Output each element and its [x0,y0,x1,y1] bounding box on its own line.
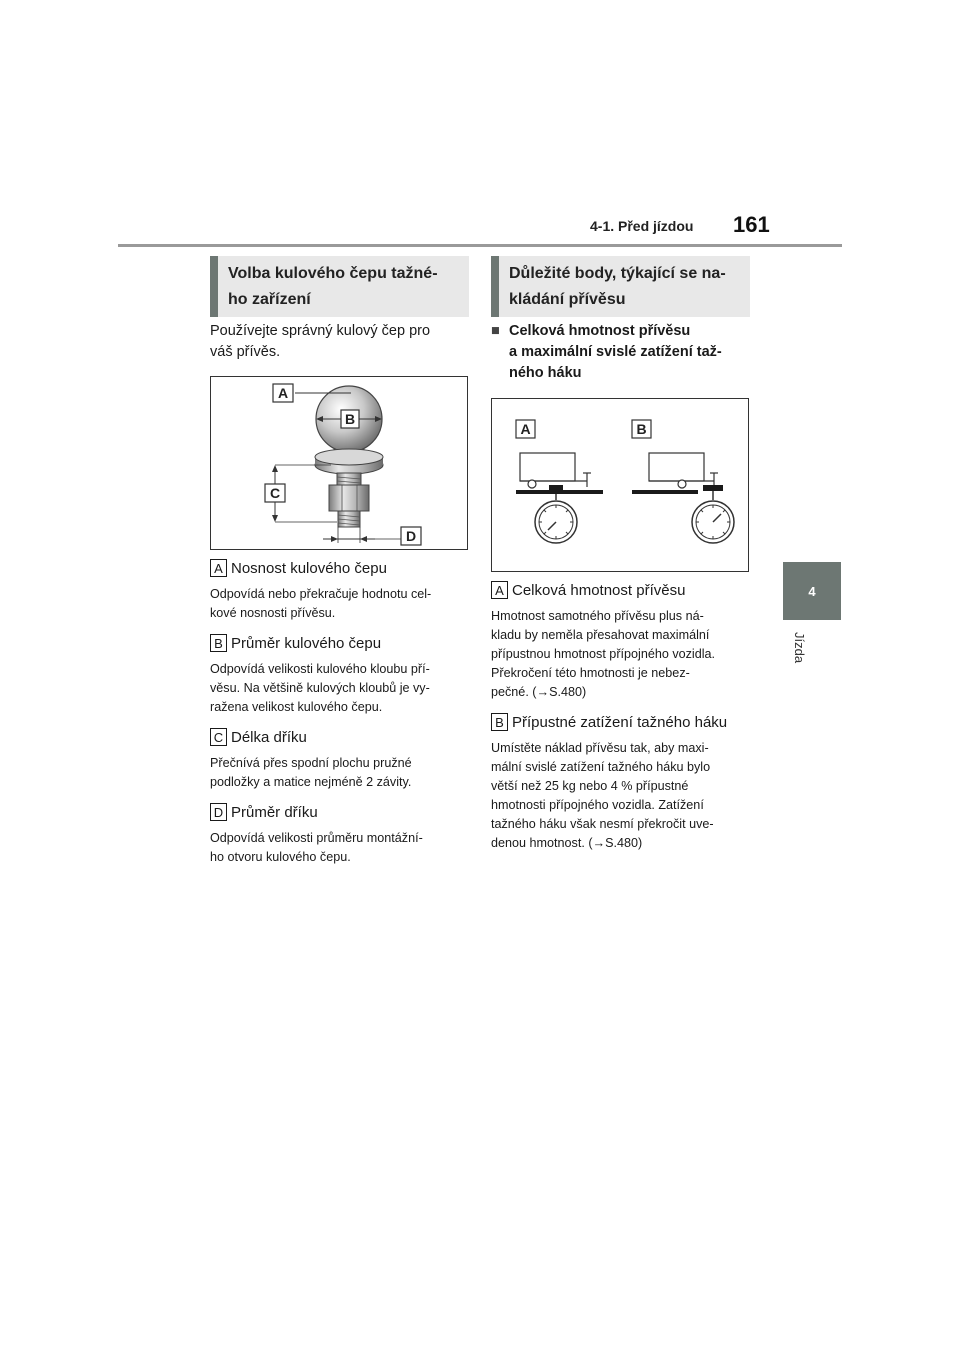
list-item [210,633,472,717]
item-desc-line: Odpovídá nebo překračuje hodnotu cel- [210,587,432,601]
list-item [210,802,472,867]
item-desc-line: Umístěte náklad přívěsu tak, aby maxi- [491,741,709,755]
letter-badge: C [210,728,227,746]
figure-label-c: C [269,485,281,501]
left-section-heading [210,256,469,317]
item-desc-line: věsu. Na většině kulových kloubů je vy- [210,681,430,695]
trailer-weight-figure [491,398,749,572]
left-heading-line-2: ho zařízení [228,291,311,308]
ground-b [632,490,698,494]
figure-label-a: A [277,385,289,401]
right-heading-line-1: Důležité body, týkající se na- [509,265,726,282]
figure-label-b: B [344,411,356,427]
subhead-line-2: a maximální svislé zatížení taž- [509,344,722,360]
header-rule [118,244,842,247]
ball-mount-figure [210,376,468,550]
item-desc-line: hmotnosti přípojného vozidla. Zatížení [491,798,704,812]
item-title: Průměr kulového čepu [231,634,382,652]
left-item-list [210,558,472,867]
right-subheading [491,321,753,384]
scale-a-gauge-icon [535,501,577,543]
letter-badge: B [210,634,227,652]
list-item [210,727,472,792]
item-desc-line: Hmotnost samotného přívěsu plus ná- [491,609,704,623]
item-desc-line: pečné. (→S.480) [491,685,587,699]
chapter-number: 4 [808,583,816,599]
left-intro [210,321,470,363]
item-desc-line: Odpovídá velikosti kulového kloubu pří- [210,662,430,676]
page-number: 161 [733,212,770,237]
item-desc-line: Překročení této hmotnosti je nebez- [491,666,690,680]
figure-label-d: D [405,528,417,544]
subhead-line-1: Celková hmotnost přívěsu [509,323,691,339]
item-desc-line: kové nosnosti přívěsu. [210,606,336,620]
ball-mount-illustration [211,377,467,549]
item-title: Nosnost kulového čepu [231,559,387,577]
trailer-a-icon [520,453,591,488]
item-desc-line: tažného háku však nesmí překročit uve- [491,817,714,831]
section-title: 4-1. Před jízdou [590,218,694,234]
intro-line-2: váš přívěs. [210,344,281,360]
right-section-heading [491,256,750,317]
item-title: Celková hmotnost přívěsu [512,581,686,599]
figure-label-b: B [636,421,647,437]
item-desc-line: přípustnou hmotnost přípojného vozidla. [491,647,716,661]
item-title: Průměr dříku [231,803,318,821]
item-desc-line: Odpovídá velikosti průměru montážní- [210,831,423,845]
scale-a-pad [549,485,563,494]
item-desc-line: větší než 25 kg nebo 4 % přípustné [491,779,689,793]
figure-label-a: A [520,421,531,437]
list-item [491,580,753,702]
scale-b-gauge-icon [692,501,734,543]
right-item-list [491,580,753,853]
square-bullet-icon: ■ [491,323,500,339]
item-desc-line: mální svislé zatížení tažného háku bylo [491,760,711,774]
scale-b-pad [703,485,723,491]
subhead-line-3: ného háku [509,365,582,381]
chapter-tab[interactable] [783,562,841,620]
item-desc-line: ražena velikost kulového čepu. [210,700,383,714]
trailer-b-icon [649,453,718,488]
trailer-weight-illustration [492,399,748,571]
list-item [491,712,753,853]
item-title: Přípustné zatížení tažného háku [512,713,728,731]
letter-badge: A [491,581,508,599]
letter-badge: D [210,803,227,821]
chapter-label: Jízda [792,632,807,664]
item-desc-line: ho otvoru kulového čepu. [210,850,351,864]
item-desc-line: Přečnívá přes spodní plochu pružné [210,756,412,770]
intro-line-1: Používejte správný kulový čep pro [210,323,431,339]
list-item [210,558,472,623]
item-desc-line: kladu by neměla přesahovat maximální [491,628,710,642]
letter-badge: B [491,713,508,731]
item-desc-line: podložky a matice nejméně 2 závity. [210,775,412,789]
letter-badge: A [210,559,227,577]
item-desc-line: denou hmotnost. (→S.480) [491,836,643,850]
item-title: Délka dříku [231,728,307,746]
right-heading-line-2: kládání přívěsu [509,291,626,308]
left-heading-line-1: Volba kulového čepu tažné- [228,265,438,282]
